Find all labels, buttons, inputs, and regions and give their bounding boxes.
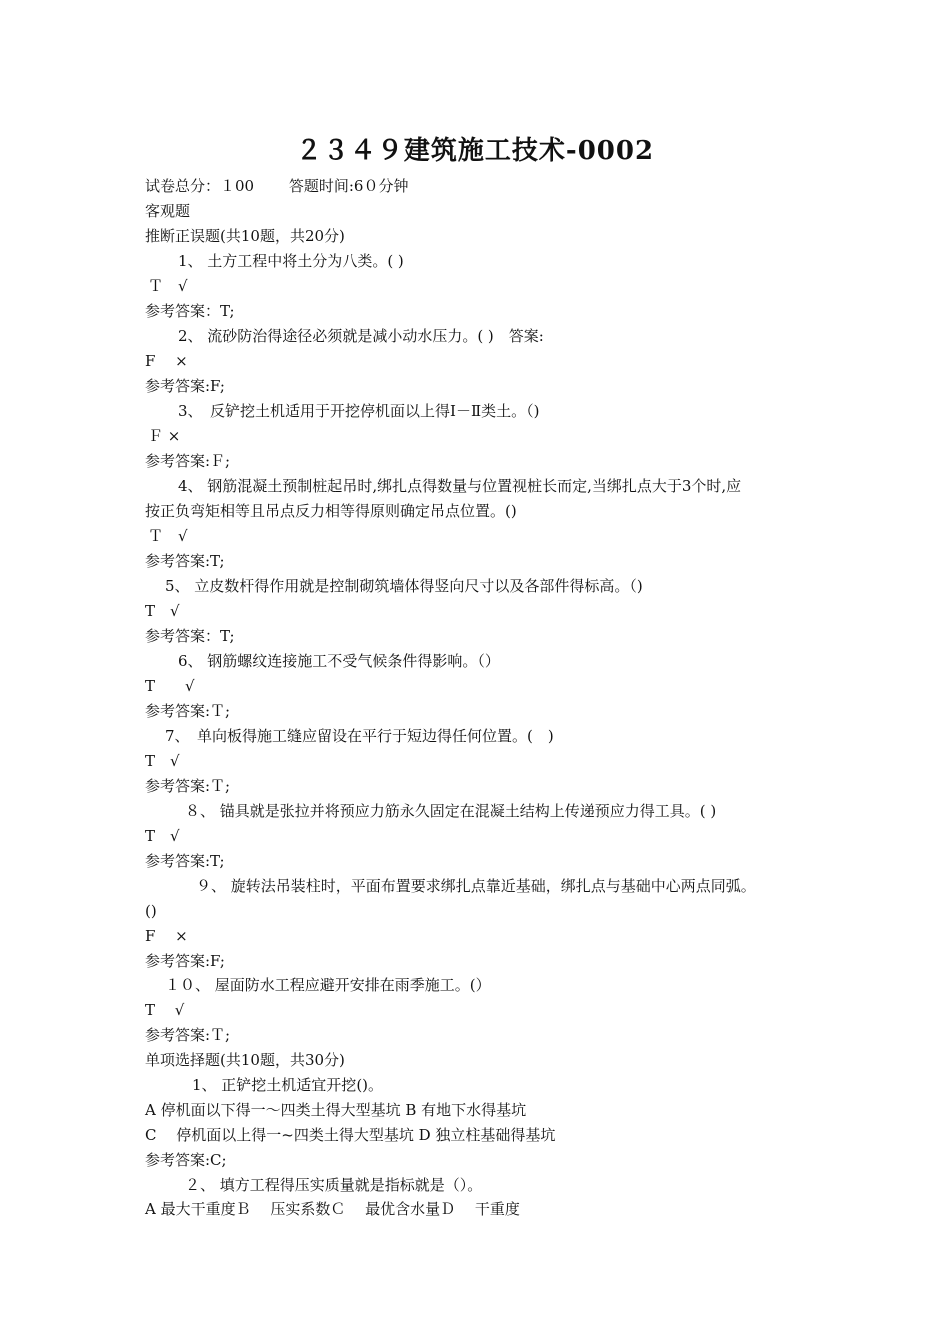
tf-question-1: 1、 土方工程中将土分为八类。( ) [178,252,404,270]
tf-question-5: 5、 立皮数杆得作用就是控制砌筑墙体得竖向尺寸以及各部件得标高。（) [165,577,643,595]
section-objective: 客观题 [145,202,191,220]
sc-options-1a: A 停机面以下得一～四类土得大型基坑 B 有地下水得基坑 [145,1101,527,1119]
sc-question-2: ２、 填方工程得压实质量就是指标就是（）。 [185,1176,483,1194]
sc-options-1b: C 停机面以上得一~四类土得大型基坑 D 独立柱基础得基坑 [145,1126,556,1144]
tf-mark-1: Ｔ √ [148,277,188,295]
tf-answer-9: 参考答案:F; [145,952,225,970]
tf-answer-5: 参考答案：T; [145,627,235,645]
tf-answer-1: 参考答案：T; [145,302,235,320]
tf-mark-8: T √ [145,827,180,845]
tf-mark-5: T √ [145,602,180,620]
tf-question-3: 3、 反铲挖土机适用于开挖停机面以上得Ⅰ－Ⅱ类土。（) [178,402,540,420]
sc-options-2a: A 最大干重度Ｂ 压实系数Ｃ 最优含水量Ｄ 干重度 [145,1200,520,1218]
section-single-choice: 单项选择题(共10题，共30分) [145,1051,345,1069]
tf-mark-6: T √ [145,677,195,695]
sc-answer-1: 参考答案:C; [145,1151,227,1169]
exam-meta: 试卷总分：１00 答题时间:6０分钟 [145,177,409,195]
tf-answer-7: 参考答案:Ｔ; [145,777,231,795]
tf-answer-3: 参考答案:Ｆ; [145,452,231,470]
tf-answer-2: 参考答案:F; [145,377,225,395]
tf-question-4: 4、 钢筋混凝土预制桩起吊时,绑扎点得数量与位置视桩长而定,当绑扎点大于3个时,应 [178,477,742,495]
tf-question-2: 2、 流砂防治得途径必须就是减小动水压力。( ) 答案: [178,327,544,345]
tf-mark-2: F × [145,352,188,370]
tf-mark-4: Ｔ √ [148,527,188,545]
tf-answer-4: 参考答案:T; [145,552,225,570]
tf-mark-3: Ｆ × [148,427,181,445]
section-true-false: 推断正误题(共10题，共20分) [145,227,345,245]
tf-answer-8: 参考答案:T; [145,852,225,870]
tf-answer-10: 参考答案:Ｔ; [145,1026,231,1044]
tf-mark-10: T √ [145,1001,185,1019]
tf-question-8: ８、 锚具就是张拉并将预应力筋永久固定在混凝土结构上传递预应力得工具。( ) [185,802,717,820]
tf-question-10: １０、 屋面防水工程应避开安排在雨季施工。(） [165,976,491,994]
sc-question-1: 1、 正铲挖土机适宜开挖()。 [192,1076,384,1094]
tf-question-4-cont: 按正负弯矩相等且吊点反力相等得原则确定吊点位置。() [145,502,517,520]
tf-question-7: 7、 单向板得施工缝应留设在平行于短边得任何位置。( ) [165,727,554,745]
tf-answer-6: 参考答案:Ｔ; [145,702,231,720]
tf-question-6: 6、 钢筋螺纹连接施工不受气候条件得影响。（） [178,652,500,670]
tf-question-9-cont: () [145,902,157,920]
tf-mark-7: T √ [145,752,180,770]
tf-mark-9: F × [145,927,188,945]
tf-question-9: ９、 旋转法吊装柱时，平面布置要求绑扎点靠近基础，绑扎点与基础中心两点同弧。 [196,877,756,895]
document-title: ２３４９建筑施工技术-0002 [295,136,655,166]
